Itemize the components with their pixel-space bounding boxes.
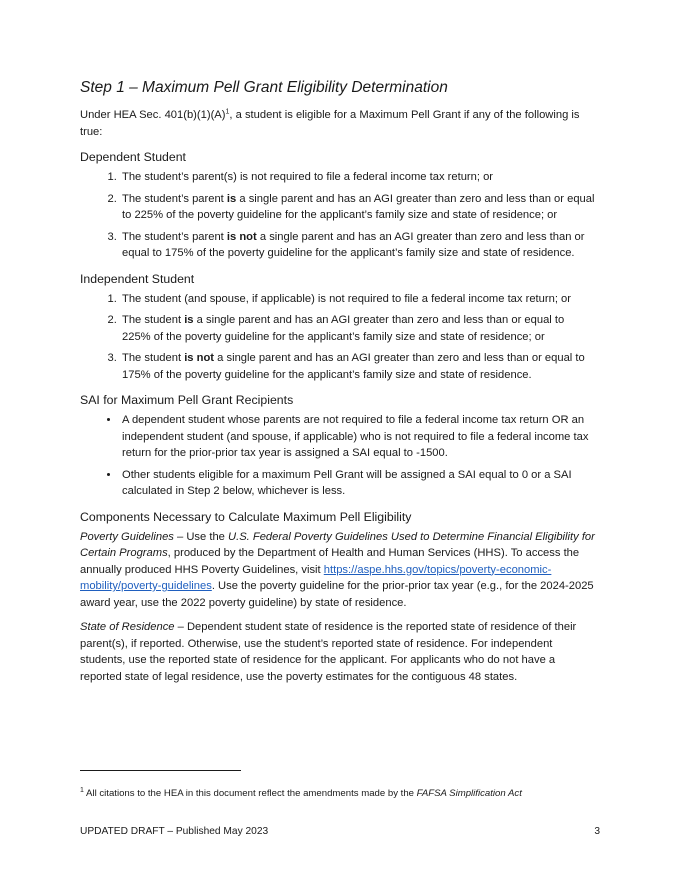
dependent-student-list (80, 169, 595, 262)
item-emphasis: is not (226, 230, 257, 243)
item-emphasis: is (184, 314, 194, 326)
item-text: a single parent and has an AGI greater than zero and less than or equal to 175% of the poverty guideline for the applicant’s family size and state of residence. (122, 230, 585, 259)
page-number: 3 (594, 826, 600, 837)
state-of-residence-term: State of Residence (80, 621, 175, 633)
footnote-text: All citations to the HEA in this document reflect the amendments made by the (83, 788, 417, 799)
footnote-number: 1 (80, 786, 84, 794)
intro-text: Under HEA Sec. 401(b)(1)(A) (80, 109, 226, 121)
intro-text-continued: , a student is eligible for a Maximum Pell Grant if any of the following is true: (80, 109, 580, 138)
paragraph-text: , produced by the Department of Health and Human Services (HHS). To access the annually produced HHS Poverty Guidelines, visit (80, 547, 580, 576)
item-text: a single parent and has an AGI greater than zero and less than or equal to 225% of the poverty guideline for the applicant’s family size and state of residence; or (122, 314, 565, 343)
item-text: The student (122, 314, 185, 326)
item-text: a single parent and has an AGI greater than zero and less than or equal to 175% of the poverty guideline for the applicant’s family size and state of residence. (122, 352, 585, 381)
footnote (80, 788, 600, 799)
footnote-reference[interactable]: 1 (225, 108, 230, 116)
footer-draft-label: UPDATED DRAFT – Published May 2023 (80, 826, 269, 837)
list-item (120, 169, 595, 186)
list-item (120, 312, 595, 345)
sai-heading: SAI for Maximum Pell Grant Recipients (80, 393, 294, 407)
list-item (120, 350, 595, 383)
item-text: The student (122, 352, 185, 364)
list-item (120, 291, 595, 308)
list-item (120, 229, 595, 262)
item-text: a single parent and has an AGI greater than zero and less than or equal to 225% of the poverty guideline for the applicant’s family size and state of residence; or (122, 192, 595, 221)
footnote-separator (80, 770, 241, 771)
independent-student-heading: Independent Student (80, 271, 195, 286)
item-text: The student’s parent(s) is not required to file a federal income tax return; or (122, 171, 494, 183)
paragraph-text: – Use the (173, 530, 229, 543)
item-text: The student’s parent (122, 192, 227, 205)
item-text: The student (and spouse, if applicable) is not required to file a federal income tax return; or (122, 292, 571, 305)
intro-paragraph (80, 107, 595, 140)
list-item (120, 191, 595, 224)
components-heading: Components Necessary to Calculate Maximum Pell Eligibility (80, 509, 412, 524)
independent-student-list (80, 291, 595, 384)
document-body (80, 78, 595, 691)
sai-bullet-list (80, 412, 595, 500)
list-item: • A dependent student whose parents are not required to file a federal income tax return OR an independent student (and spouse, if applicable) who is not required to file a federal income tax return for the prior-prior tax year is assigned a SAI equal to -1500. (120, 412, 595, 462)
item-text: The student’s parent (122, 230, 227, 243)
guidelines-document-title: U.S. Federal Poverty Guidelines Used to Determine Financial Eligibility for Certain Programs (80, 530, 595, 559)
paragraph-text: . Use the poverty guideline for the prior-prior tax year (e.g., for the 2024-2025 award year, use the 2022 poverty guideline) by state of residence. (80, 580, 594, 609)
item-emphasis: is not (184, 352, 215, 364)
page-footer (80, 826, 600, 837)
page-title: Step 1 – Maximum Pell Grant Eligibility Determination (80, 79, 448, 96)
paragraph-text: – Dependent student state of residence is the reported state of residence of their parent(s), if reported. Otherwise, use the student’s reported state of residence. For independent students, use the reported state of residence for the applicant. For applicants who do not have a reported state of legal residence, use the poverty estimates for the contiguous 48 states. (80, 621, 577, 683)
state-of-residence-paragraph (80, 619, 595, 685)
poverty-guidelines-term: Poverty Guidelines (80, 530, 174, 543)
list-item: • Other students eligible for a maximum Pell Grant will be assigned a SAI equal to 0 or a SAI calculated in Step 2 below, whichever is less. (120, 467, 595, 500)
poverty-guidelines-link[interactable]: https://aspe.hhs.gov/topics/poverty-economic-mobility/poverty-guidelines (80, 563, 552, 592)
poverty-guidelines-paragraph (80, 529, 595, 612)
footnote-act-title: FAFSA Simplification Act (416, 788, 522, 799)
item-emphasis: is (226, 192, 237, 205)
dependent-student-heading: Dependent Student (80, 150, 186, 164)
